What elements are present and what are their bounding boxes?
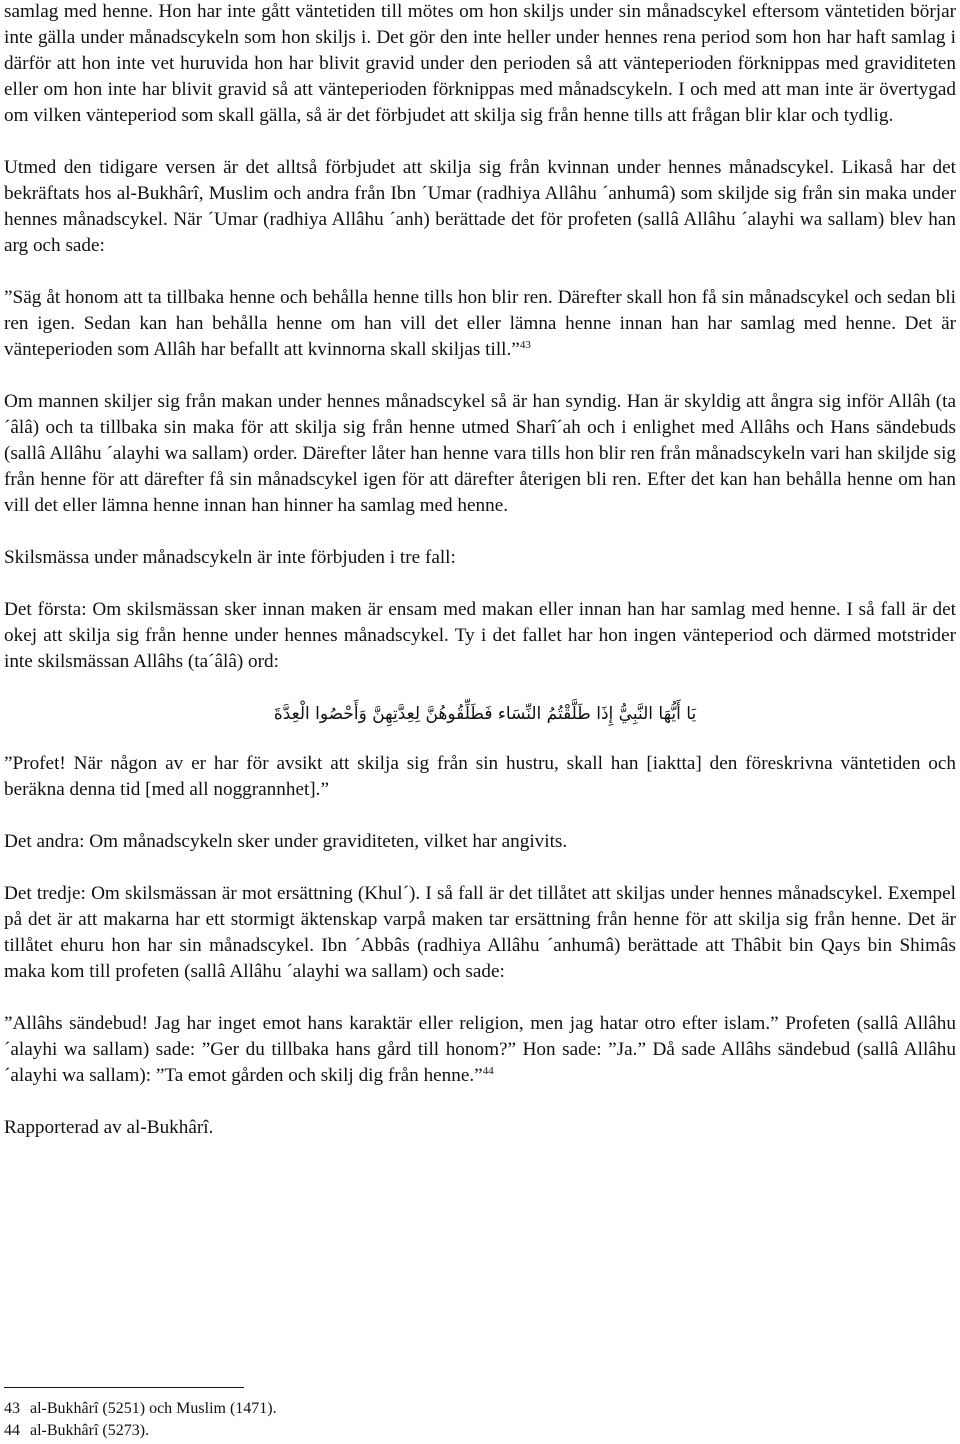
paragraph-third-case: Det tredje: Om skilsmässan är mot ersättning (Khul´). I så fall är det tillåtet att skiljas under hennes månadscykel. Exempel på det är att makarna har ett stormigt äktenskap varpå maken tar ersättning från henne för att skilja sig från henne. Det är tillåtet ehuru hon har sin månadscykel. Ibn ´Abbâs (radhiya Allâhu ´anhumâ) berättade att Thâbit bin Qays bin Shimâs maka kom till profeten (sallâ Allâhu ´alayhi wa sallam) och sade:	[4, 883, 956, 982]
paragraph-reported-by: Rapporterad av al-Bukhârî.	[4, 1117, 214, 1138]
paragraph-first-case: Det första: Om skilsmässan sker innan maken är ensam med makan eller innan han har samlag med henne. I så fall är det okej att skilja sig från henne under hennes månadscykel. Ty i det fallet har hon ingen vänteperiod och därmed motstrider inte skilsmässan Allâhs (ta´âlâ) ord:	[4, 599, 956, 672]
paragraph-three-cases-heading: Skilsmässa under månadscykeln är inte förbjuden i tre fall:	[4, 547, 456, 568]
footnote-43	[4, 1398, 277, 1420]
arabic-verse: يَا أَيُّهَا النَّبِيُّ إِذَا طَلَّقْتُمُ النِّسَاء فَطَلِّقُوهُنَّ لِعِدَّتِهِنَّ وَأَحْصُوا الْعِدَّةَ	[273, 704, 697, 724]
footnote-44	[4, 1420, 277, 1442]
footnotes	[4, 1398, 277, 1442]
paragraph-waiting-period: samlag med henne. Hon har inte gått väntetiden till mötes om hon skiljs under sin månadscykel eftersom väntetiden börjar inte gälla under månadscykeln som hon skiljs i. Det gör den inte heller under hennes rena period som hon har haft samlag i därför att hon inte vet huruvida hon har blivit gravid under den perioden så att vänteperioden förknippas med graviditeten eller om hon inte har blivit gravid så att vänteperioden förknippas med månadscykeln. I och med att man inte är övertygad om vilken vänteperiod som skall gälla, så är det förbjudet att skilja sig från henne tills att frågan blir klar och tydlig.	[4, 1, 956, 126]
footnote-divider	[4, 1387, 244, 1388]
footnote-number: 44	[4, 1422, 20, 1439]
footnote-number: 43	[4, 1400, 20, 1417]
hadith-quote-text: ”Säg åt honom att ta tillbaka henne och behålla henne tills hon blir ren. Därefter skall hon få sin månadscykel och sedan bli ren igen. Sedan kan han behålla henne om han vill det eller lämna henne innan han har samlag med henne. Det är vänteperioden som Allâh har befallt att kvinnorna skall skiljas till.”	[4, 287, 956, 360]
footnote-text: al-Bukhârî (5251) och Muslim (1471).	[30, 1400, 277, 1417]
footnote-text: al-Bukhârî (5273).	[30, 1422, 150, 1439]
paragraph-sinful-divorce: Om mannen skiljer sig från makan under hennes månadscykel så är han syndig. Han är skyldig att ångra sig inför Allâh (ta´âlâ) och ta tillbaka sin maka för att skilja sig från henne utmed Sharî´ah och i enlighet med Allâhs och Hans sändebuds (sallâ Allâhu ´alayhi wa sallam) order. Därefter låter han henne vara tills hon blir ren från månadscykeln vari han skiljde sig från henne för att därefter få sin månadscykel igen för att därefter återigen bli ren. Efter det kan han behålla henne om han vill det eller lämna henne innan han hinner ha samlag med henne.	[4, 391, 956, 516]
paragraph-second-case: Det andra: Om månadscykeln sker under graviditeten, vilket har angivits.	[4, 831, 568, 852]
footnote-ref-43[interactable]: 43	[519, 339, 531, 351]
paragraph-verse-commentary: Utmed den tidigare versen är det alltså förbjudet att skilja sig från kvinnan under hennes månadscykel. Likaså har det bekräftats hos al-Bukhârî, Muslim och andra från Ibn ´Umar (radhiya Allâhu ´anhumâ) som skiljde sig från sin maka under hennes månadscykel. När ´Umar (radhiya Allâhu ´anh) berättade det för profeten (sallâ Allâhu ´alayhi wa sallam) blev han arg och sade:	[4, 157, 956, 256]
document-page	[4, 0, 956, 1439]
paragraph-thabit-hadith	[4, 1011, 956, 1089]
paragraph-hadith-quote	[4, 285, 956, 363]
thabit-hadith-text: ”Allâhs sändebud! Jag har inget emot hans karaktär eller religion, men jag hatar otro efter islam.” Profeten (sallâ Allâhu ´alayhi wa sallam) sade: ”Ger du tillbaka hans gård till honom?” Hon sade: ”Ja.” Då sade Allâhs sändebud (sallâ Allâhu ´alayhi wa sallam): ”Ta emot gården och skilj dig från henne.”	[4, 1013, 956, 1086]
footnote-ref-44[interactable]: 44	[482, 1065, 494, 1077]
paragraph-verse-translation: ”Profet! När någon av er har för avsikt att skilja sig från sin hustru, skall han [iaktta] den föreskrivna väntetiden och beräkna denna tid [med all noggrannhet].”	[4, 753, 956, 800]
